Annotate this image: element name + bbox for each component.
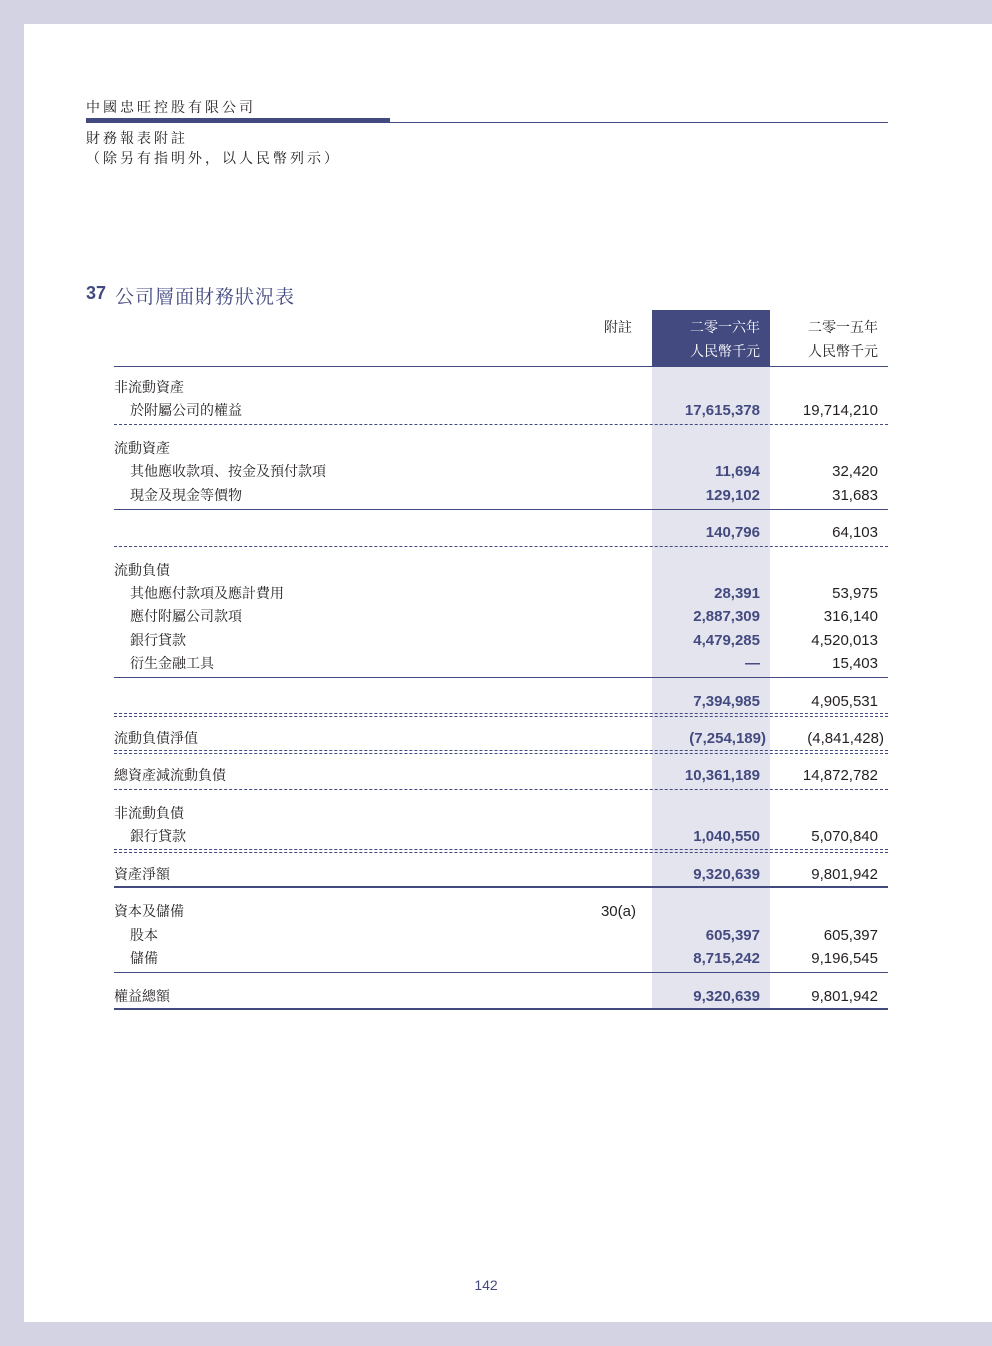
row-label: 流動資產 [114, 441, 170, 457]
note-reference: 30(a) [600, 903, 636, 920]
value-2015: 15,403 [832, 655, 878, 672]
value-2015: 9,801,942 [811, 988, 878, 1005]
column-header-note [560, 316, 632, 340]
table-row [114, 764, 888, 788]
table-row [114, 437, 888, 461]
value-2015: 31,683 [832, 487, 878, 504]
value-2016: 2,887,309 [693, 608, 760, 625]
subtitle-line-2: （除另有指明外，以人民幣列示） [86, 151, 341, 167]
row-label: 資產淨額 [114, 867, 170, 883]
table-row [114, 559, 888, 583]
table-row [114, 985, 888, 1009]
value-2015: (4,841,428) [807, 730, 884, 747]
value-2016: 9,320,639 [693, 866, 760, 883]
table-row [114, 484, 888, 508]
rule-current-assets-subtotal [114, 509, 888, 510]
row-label: 流動負債 [114, 563, 170, 579]
row-label: 權益總額 [114, 989, 170, 1005]
section-title: 公司層面財務狀況表 [115, 286, 296, 308]
value-2016: 1,040,550 [693, 828, 760, 845]
rule-after-noncurrent-assets [114, 424, 888, 425]
row-label: 現金及現金等價物 [130, 488, 242, 504]
table-row [114, 460, 888, 484]
value-2015: 19,714,210 [802, 402, 878, 419]
header-rule [86, 122, 888, 123]
rule-after-current-assets [114, 546, 888, 547]
value-2016: 9,320,639 [693, 988, 760, 1005]
column-header-2016 [652, 316, 760, 364]
rule-after-net-current-liabilities-2 [114, 753, 888, 754]
rule-reserves-subtotal [114, 972, 888, 973]
table-row [114, 727, 888, 751]
table-row [114, 521, 888, 545]
value-2015: 605,397 [823, 927, 878, 944]
rule-after-current-liabilities-2 [114, 716, 888, 717]
row-label: 儲備 [130, 951, 158, 967]
table-row [114, 863, 888, 887]
value-2016: 129,102 [705, 487, 760, 504]
table-row [114, 629, 888, 653]
value-2015: 316,140 [823, 608, 878, 625]
table-row [114, 947, 888, 971]
table-row [114, 825, 888, 849]
row-label: 銀行貸款 [130, 829, 186, 845]
row-label: 流動負債淨值 [114, 731, 198, 747]
row-label: 非流動負債 [114, 806, 184, 822]
year-2015-unit: 人民幣千元 [808, 344, 878, 360]
value-2015: 4,905,531 [811, 693, 878, 710]
value-2016: 4,479,285 [693, 632, 760, 649]
row-label: 於附屬公司的權益 [130, 403, 242, 419]
value-2015: 14,872,782 [802, 767, 878, 784]
value-2016: 10,361,189 [684, 767, 760, 784]
row-label: 銀行貸款 [130, 633, 186, 649]
value-2016: 140,796 [705, 524, 760, 541]
document-subtitle [86, 129, 341, 169]
year-2016-label: 二零一六年 [690, 320, 760, 336]
note-header-label: 附註 [604, 320, 632, 336]
section-number: 37 [86, 283, 107, 303]
value-2016: — [745, 655, 760, 672]
value-2015: 32,420 [832, 463, 878, 480]
table-row [114, 802, 888, 826]
value-2015: 9,801,942 [811, 866, 878, 883]
value-2015: 4,520,013 [811, 632, 878, 649]
value-2016: 11,694 [714, 463, 760, 480]
value-2015: 5,070,840 [811, 828, 878, 845]
table-row [114, 652, 888, 676]
table-row [114, 582, 888, 606]
rule-current-liabilities-subtotal [114, 677, 888, 678]
row-label: 總資產減流動負債 [114, 768, 226, 784]
table-row [114, 900, 888, 924]
row-label: 應付附屬公司款項 [130, 609, 242, 625]
value-2015: 53,975 [832, 585, 878, 602]
value-2016: 7,394,985 [693, 693, 760, 710]
rule-after-noncurrent-liabilities-2 [114, 852, 888, 853]
table-row [114, 399, 888, 423]
table-row [114, 924, 888, 948]
value-2016: (7,254,189) [689, 730, 766, 747]
value-2015: 9,196,545 [811, 950, 878, 967]
header-bottom-rule [114, 366, 888, 367]
rule-after-noncurrent-liabilities-1 [114, 849, 888, 850]
rule-after-total-assets-less-liabilities [114, 789, 888, 790]
row-label: 衍生金融工具 [130, 656, 214, 672]
value-2016: 17,615,378 [684, 402, 760, 419]
value-2016: 605,397 [705, 927, 760, 944]
subtitle-line-1: 財務報表附註 [86, 131, 188, 147]
value-2015: 64,103 [832, 524, 878, 541]
company-name: 中國忠旺控股有限公司 [86, 100, 256, 116]
table-row [114, 376, 888, 400]
column-header-2015 [770, 316, 878, 364]
row-label: 資本及儲備 [114, 904, 184, 920]
page-number: 142 [474, 1277, 498, 1293]
table-row [114, 690, 888, 714]
year-2015-label: 二零一五年 [808, 320, 878, 336]
row-label: 其他應收款項、按金及預付款項 [130, 464, 326, 480]
value-2016: 8,715,242 [693, 950, 760, 967]
row-label: 股本 [130, 928, 158, 944]
row-label: 非流動資產 [114, 380, 184, 396]
row-label: 其他應付款項及應計費用 [130, 586, 284, 602]
value-2016: 28,391 [714, 585, 760, 602]
year-2016-unit: 人民幣千元 [690, 344, 760, 360]
table-row [114, 605, 888, 629]
